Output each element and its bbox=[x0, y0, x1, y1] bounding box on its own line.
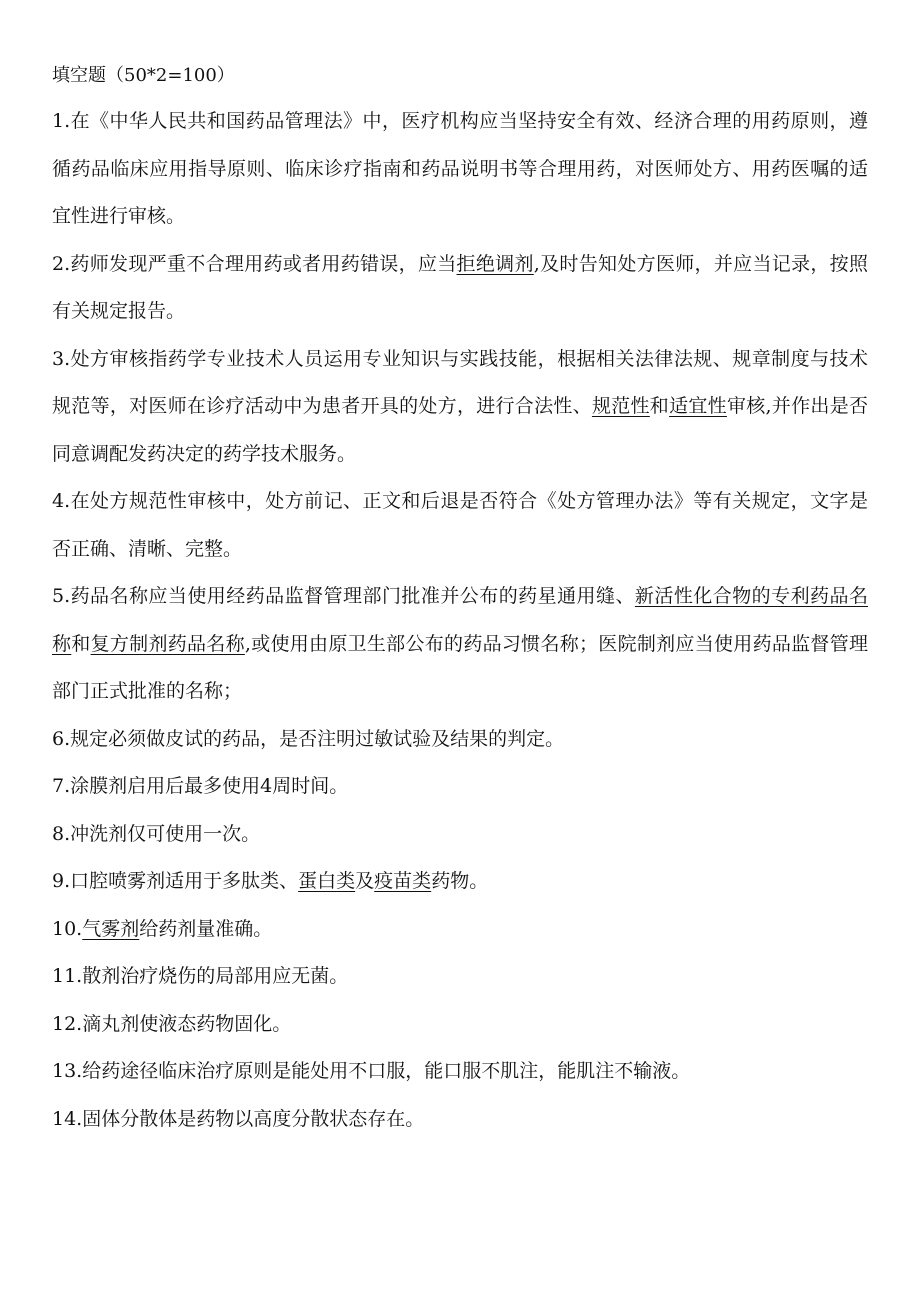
question-item bbox=[52, 811, 868, 859]
question-text: 给药剂量准确。 bbox=[139, 917, 273, 940]
question-item bbox=[52, 1096, 868, 1144]
answer-blank: 复方制剂药品名称 bbox=[90, 632, 245, 655]
question-text: 7.涂膜剂启用后最多使用4周时间。 bbox=[52, 775, 349, 797]
answer-blank: 疫苗类 bbox=[374, 870, 432, 892]
question-text: 8.冲洗剂仅可使用一次。 bbox=[52, 822, 261, 845]
question-text: 及 bbox=[355, 870, 375, 892]
question-text: 5.药品名称应当使用经药品监督管理部门批准并公布的药星通用缝、 bbox=[52, 585, 635, 607]
question-item bbox=[52, 953, 868, 1001]
question-text: 14.固体分散体是药物以高度分散状态存在。 bbox=[52, 1107, 425, 1130]
answer-blank: 蛋白类 bbox=[298, 870, 356, 892]
question-item bbox=[52, 241, 868, 336]
question-text: ,或使用由原卫生部公布的药品习惯名称；医院制剂应当使用药品监督管理部门正式批准的名称； bbox=[52, 632, 868, 702]
question-item bbox=[52, 573, 868, 716]
question-text: 2.药师发现严重不合理用药或者用药错误，应当 bbox=[52, 252, 457, 275]
question-item bbox=[52, 763, 868, 811]
page-title: 填空题（50*2=100） bbox=[52, 65, 235, 86]
question-text: 6.规定必须做皮试的药品，是否注明过敏试验及结果的判定。 bbox=[52, 727, 565, 750]
question-item bbox=[52, 716, 868, 764]
question-text: 11.散剂治疗烧伤的局部用应无菌。 bbox=[52, 965, 349, 987]
question-item bbox=[52, 1048, 868, 1096]
question-text: ,及时告知处方医师，并应当记录，按照有关规定报告。 bbox=[52, 252, 868, 322]
question-item bbox=[52, 336, 868, 479]
answer-blank: 规范性 bbox=[591, 395, 650, 417]
question-text: 药物。 bbox=[431, 870, 489, 892]
question-item bbox=[52, 98, 868, 241]
question-item bbox=[52, 858, 868, 906]
question-text: 12.滴丸剂使液态药物固化。 bbox=[52, 1012, 292, 1035]
answer-blank: 拒绝调剂 bbox=[456, 252, 534, 275]
question-text: 审核,并作出是否同意调配发药决定的药学技术服务。 bbox=[52, 395, 868, 465]
question-text: 9.口腔喷雾剂适用于多肽类、 bbox=[52, 870, 299, 892]
answer-blank: 适宜性 bbox=[669, 395, 727, 417]
question-item bbox=[52, 906, 868, 954]
question-text: 13.给药途径临床治疗原则是能处用不口服，能口服不肌注，能肌注不输液。 bbox=[52, 1060, 691, 1082]
question-text: 和 bbox=[649, 395, 670, 417]
question-item bbox=[52, 1001, 868, 1049]
question-text: 10. bbox=[52, 917, 83, 940]
answer-blank: 新活性化合物的专利药品名称 bbox=[52, 585, 868, 655]
question-list bbox=[52, 98, 868, 1143]
question-item bbox=[52, 478, 868, 573]
question-text: 和 bbox=[71, 632, 91, 655]
question-text: 1.在《中华人民共和国药品管理法》中，医疗机构应当坚持安全有效、经济合理的用药原则，遵循药品临床应用指导原则、临床诊疗指南和药品说明书等合理用药，对医师处方、用药医嘱的适宜性进行审核。 bbox=[52, 110, 868, 227]
question-text: 3.处方审核指药学专业技术人员运用专业知识与实践技能，根据相关法律法规、规章制度与技术规范等，对医师在诊疗活动中为患者开具的处方，进行合法性、 bbox=[52, 347, 868, 417]
answer-blank: 气雾剂 bbox=[82, 917, 140, 940]
question-text: 4.在处方规范性审核中，处方前记、正文和后退是否符合《处方管理办法》等有关规定，文字是否正确、清晰、完整。 bbox=[52, 490, 868, 560]
